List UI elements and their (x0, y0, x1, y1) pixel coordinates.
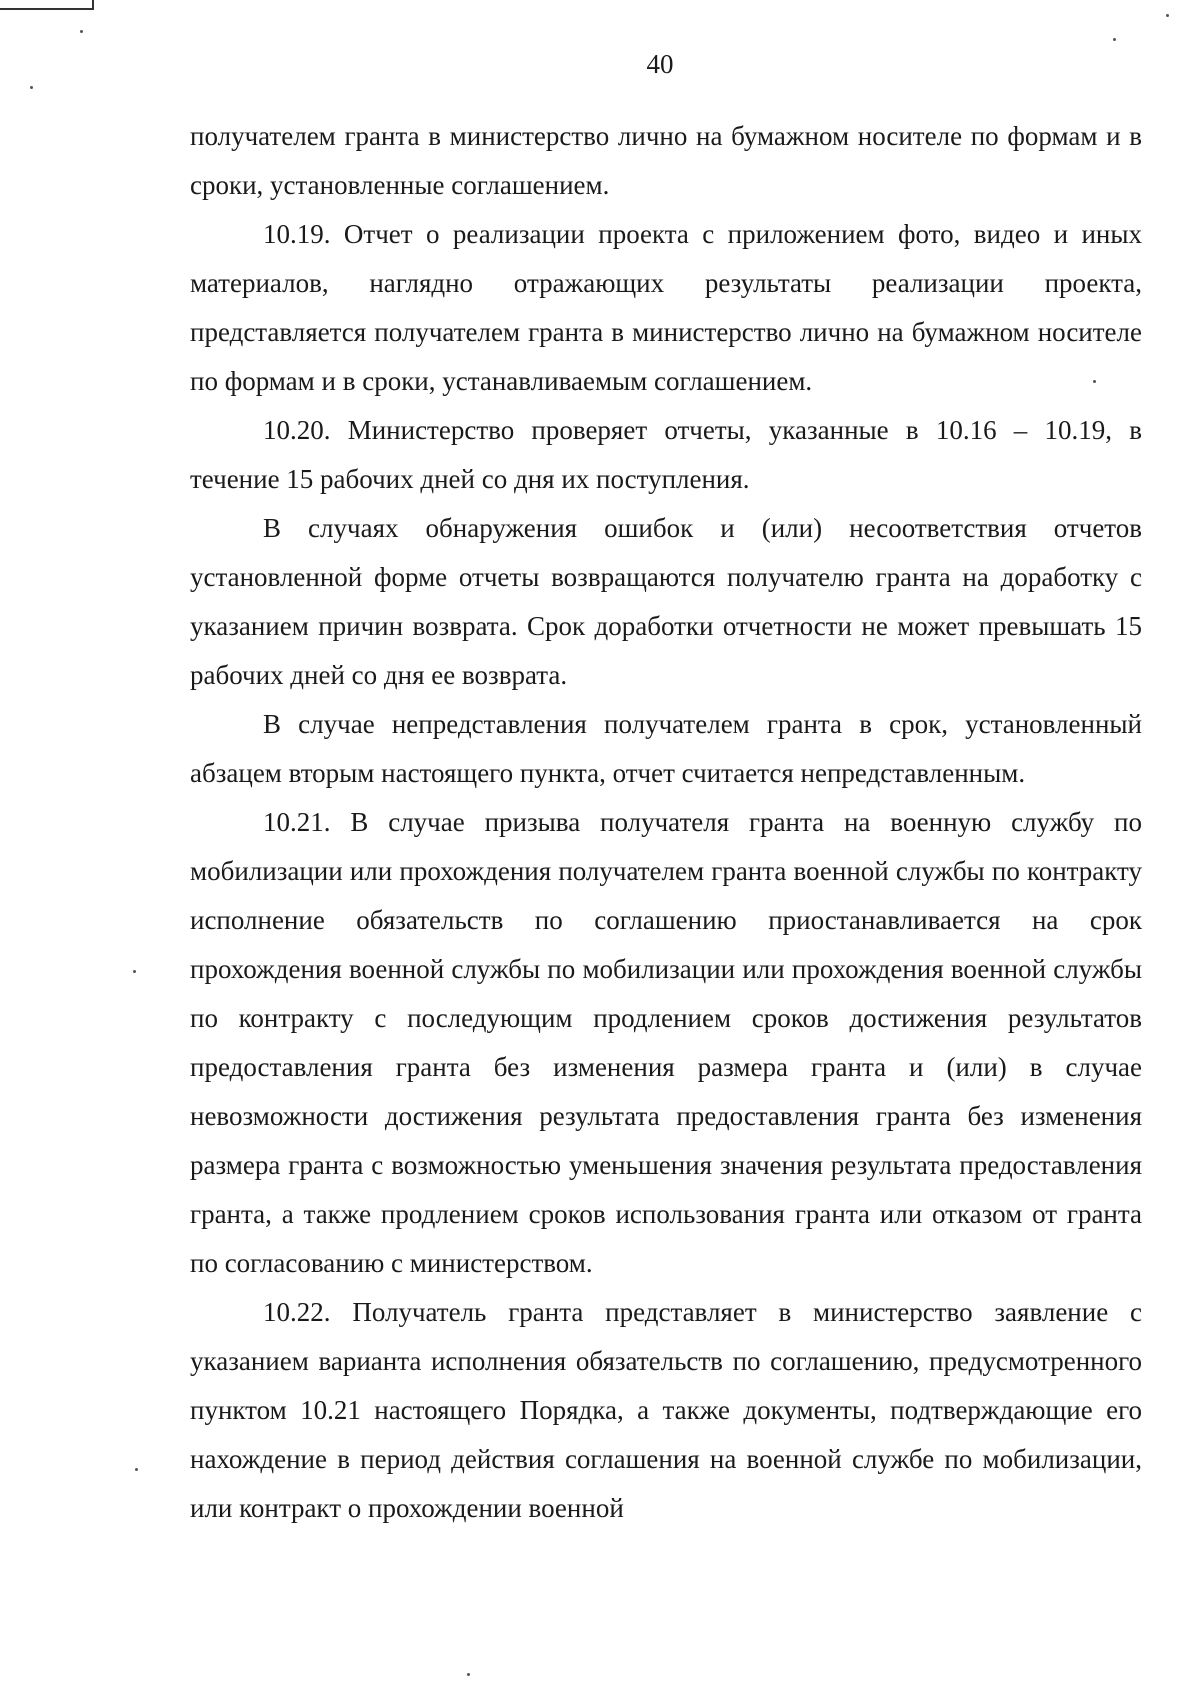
paragraph-continuation: получателем гранта в министерство лично на бумажном носителе по формам и в сроки, установленные соглашением. (190, 121, 1142, 200)
paragraph-10-22: 10.22. Получатель гранта представляет в министерство заявление с указанием варианта исполнения обязательств по соглашению, предусмотренного пунктом 10.21 настоящего Порядка, а также документы, подтверждающие его нахождение в период действия соглашения на военной службе по мобилизации, или контракт о прохождении военной (190, 1297, 1142, 1523)
scan-speck (30, 86, 33, 89)
scan-speck (1166, 14, 1169, 17)
document-body (190, 112, 1142, 1533)
paragraph-10-21: 10.21. В случае призыва получателя гранта на военную службу по мобилизации или прохождения получателем гранта военной службы по контракту исполнение обязательств по соглашению приостанавливается на срок прохождения военной службы по мобилизации или прохождения военной службы по контракту с последующим продлением сроков достижения результатов предоставления гранта без изменения размера гранта и (или) в случае невозможности достижения результата предоставления гранта без изменения размера гранта с возможностью уменьшения значения результата предоставления гранта, а также продлением сроков использования гранта или отказом от гранта по согласованию с министерством. (190, 807, 1142, 1278)
scan-speck (133, 970, 136, 973)
paragraph-errors-return: В случаях обнаружения ошибок и (или) несоответствия отчетов установленной форме отчеты возвращаются получателю гранта на доработку с указанием причин возврата. Срок доработки отчетности не может превышать 15 рабочих дней со дня ее возврата. (190, 513, 1142, 690)
paragraph-10-20: 10.20. Министерство проверяет отчеты, указанные в 10.16 – 10.19, в течение 15 рабочих дней со дня их поступления. (190, 415, 1142, 494)
scan-corner-mark (0, 0, 94, 10)
page-number: 40 (646, 49, 674, 79)
scan-speck (1093, 380, 1096, 383)
paragraph-nonsubmission: В случае непредставления получателем гранта в срок, установленный абзацем вторым настоящего пункта, отчет считается непредставленным. (190, 709, 1142, 788)
scan-speck (467, 1673, 470, 1676)
scan-speck (1113, 38, 1116, 41)
paragraph-10-19: 10.19. Отчет о реализации проекта с приложением фото, видео и иных материалов, наглядно отражающих результаты реализации проекта, представляется получателем гранта в министерство лично на бумажном носителе по формам и в сроки, устанавливаемым соглашением. (190, 219, 1142, 396)
scan-speck (135, 1468, 138, 1471)
scan-speck (80, 30, 83, 33)
